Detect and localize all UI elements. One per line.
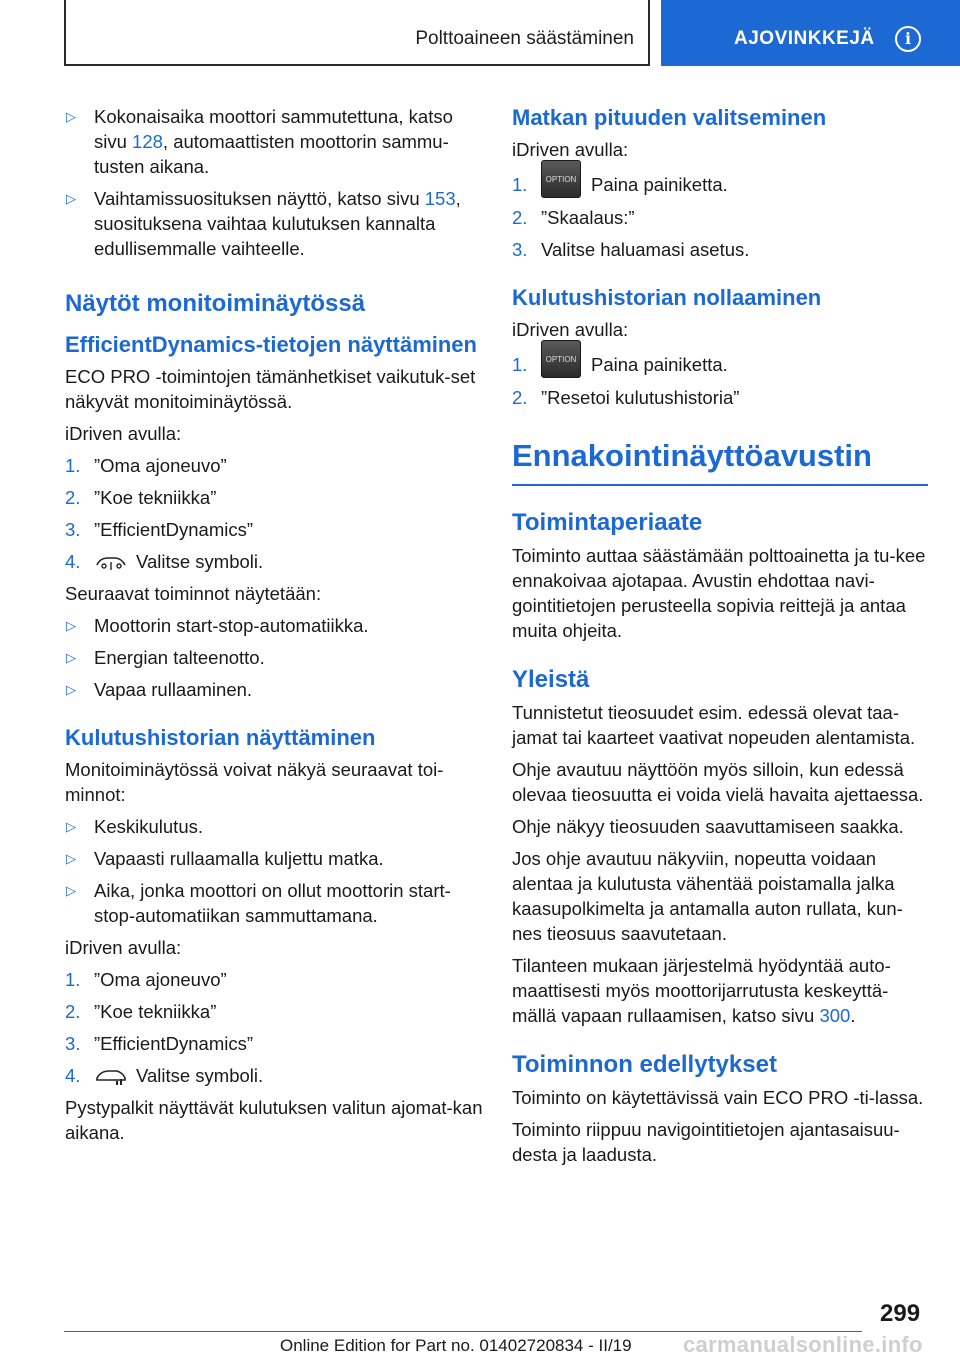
info-icon[interactable]: i (895, 26, 921, 52)
paragraph: iDriven avulla: (65, 937, 182, 958)
list-item: ▷ Vapaa rullaaminen. (66, 679, 253, 700)
list-item: 2. ”Resetoi kulutushistoria” (512, 387, 740, 409)
triangle-bullet-icon: ▷ (66, 618, 76, 633)
list-item: 1. OPTION Paina painiketta. (512, 352, 928, 378)
right-column (512, 104, 928, 1174)
list-item: 2. ”Koe tekniikka” (65, 487, 217, 508)
list-item: 4. Valitse symboli. (65, 1065, 264, 1086)
heading-monitor-displays: Näytöt monitoiminäytössä (65, 290, 366, 317)
list-item: 3. ”EfficientDynamics” (65, 519, 254, 540)
paragraph: ECO PRO -toimintojen tämänhetkiset vaikutuk-set näkyvät monitoiminäytössä. (65, 366, 476, 412)
heading-prerequisites: Toiminnon edellytykset (512, 1051, 777, 1079)
list-item: ▷ Energian talteenotto. (66, 647, 265, 668)
list-item: 4. Valitse symboli. (65, 551, 264, 572)
paragraph: Tunnistetut tieosuudet esim. edessä olevat taa-jamat tai kaarteet vaativat nopeuden alentamista. (512, 702, 916, 749)
watermark: carmanualsonline.info (683, 1332, 923, 1357)
list-item: ▷ Kokonaisaika moottori sammutettuna, katso sivu 128, automaattisten moottorin sammu-tusten aikana. (66, 106, 453, 177)
car-consumption-symbol-icon (94, 1068, 128, 1086)
heading-general: Yleistä (512, 666, 590, 694)
paragraph: Tilanteen mukaan järjestelmä hyödyntää auto-maattisesti myös moottorijarrutusta keskeyttä-mällä vapaan rullaamisen, katso sivu 300. (512, 955, 891, 1027)
left-column (65, 104, 485, 1152)
paragraph: iDriven avulla: (65, 423, 182, 444)
option-button-icon: OPTION (541, 160, 581, 198)
header-section-box (64, 0, 650, 66)
heading-principle: Toimintaperiaate (512, 509, 703, 537)
triangle-bullet-icon: ▷ (66, 191, 76, 206)
chapter-title: AJOVINKKEJÄ (734, 28, 875, 49)
heading-efficientdynamics: EfficientDynamics-tietojen näyttäminen (65, 332, 477, 357)
paragraph: Pystypalkit näyttävät kulutuksen valitun ajomat-kan aikana. (65, 1097, 483, 1143)
paragraph: Toiminto auttaa säästämään polttoainetta ja tu-kee ennakoivaa ajotapaa. Avustin ehdottaa navi-gointitietojen perusteella sopivia reittejä ja antaa muita ohjeita. (512, 545, 926, 642)
list-item: 1. ”Oma ajoneuvo” (65, 455, 227, 476)
list-item: 2. ”Koe tekniikka” (65, 1001, 217, 1022)
paragraph: Ohje avautuu näyttöön myös silloin, kun edessä olevaa tieosuutta ei voida vielä havaita ajettaessa. (512, 759, 924, 806)
paragraph: Ohje näkyy tieosuuden saavuttamiseen saakka. (512, 816, 904, 838)
list-item: 1. ”Oma ajoneuvo” (65, 969, 227, 990)
paragraph: Toiminto riippuu navigointitietojen ajantasaisuu-desta ja laadusta. (512, 1119, 900, 1166)
page-link[interactable]: 128 (132, 131, 163, 152)
heading-predictive-assistant: Ennakointinäyttöavustin (512, 436, 928, 486)
paragraph: iDriven avulla: (512, 139, 629, 160)
car-energy-symbol-icon (94, 554, 128, 572)
edition-text: Online Edition for Part no. 01402720834 - II/19 (280, 1336, 632, 1355)
list-item: ▷ Moottorin start-stop-automatiikka. (66, 615, 369, 636)
triangle-bullet-icon: ▷ (66, 819, 76, 834)
page-number: 299 (880, 1300, 921, 1327)
heading-consumption-history: Kulutushistorian näyttäminen (65, 725, 376, 750)
page-link[interactable]: 153 (424, 188, 456, 209)
paragraph: Jos ohje avautuu näkyviin, nopeutta voidaan alentaa ja kulutusta vähentää poistamalla jalka kaasupolkimelta ja antamalla auton rullata, kun-nes tieosuus saavutetaan. (512, 848, 903, 945)
triangle-bullet-icon: ▷ (66, 109, 76, 124)
list-item: ▷ Vaihtamissuosituksen näyttö, katso sivu 153, suosituksena vaihtaa kulutuksen kannalta edullisemmalle vaihteelle. (66, 188, 461, 259)
list-item: ▷ Vapaasti rullaamalla kuljettu matka. (66, 848, 384, 869)
paragraph: Monitoiminäytössä voivat näkyä seuraavat toi-minnot: (65, 759, 444, 805)
triangle-bullet-icon: ▷ (66, 682, 76, 697)
heading-reset-history: Kulutushistorian nollaaminen (512, 285, 822, 311)
heading-trip-length: Matkan pituuden valitseminen (512, 105, 827, 130)
list-item: ▷ Keskikulutus. (66, 816, 203, 837)
triangle-bullet-icon: ▷ (66, 650, 76, 665)
paragraph: Seuraavat toiminnot näytetään: (65, 583, 322, 604)
list-item: 3. Valitse haluamasi asetus. (512, 239, 750, 261)
paragraph: iDriven avulla: (512, 319, 629, 341)
page-link[interactable]: 300 (819, 1005, 851, 1027)
section-title: Polttoaineen säästäminen (415, 28, 634, 49)
list-item: 1. OPTION Paina painiketta. (512, 172, 928, 198)
triangle-bullet-icon: ▷ (66, 851, 76, 866)
option-button-icon: OPTION (541, 340, 581, 378)
paragraph: Toiminto on käytettävissä vain ECO PRO -ti-lassa. (512, 1087, 924, 1109)
triangle-bullet-icon: ▷ (66, 883, 76, 898)
header-chapter-tab[interactable] (661, 0, 960, 66)
list-item: 2. ”Skaalaus:” (512, 207, 635, 229)
list-item: 3. ”EfficientDynamics” (65, 1033, 254, 1054)
list-item: ▷ Aika, jonka moottori on ollut moottorin start-stop-automatiikan sammuttamana. (66, 880, 451, 926)
